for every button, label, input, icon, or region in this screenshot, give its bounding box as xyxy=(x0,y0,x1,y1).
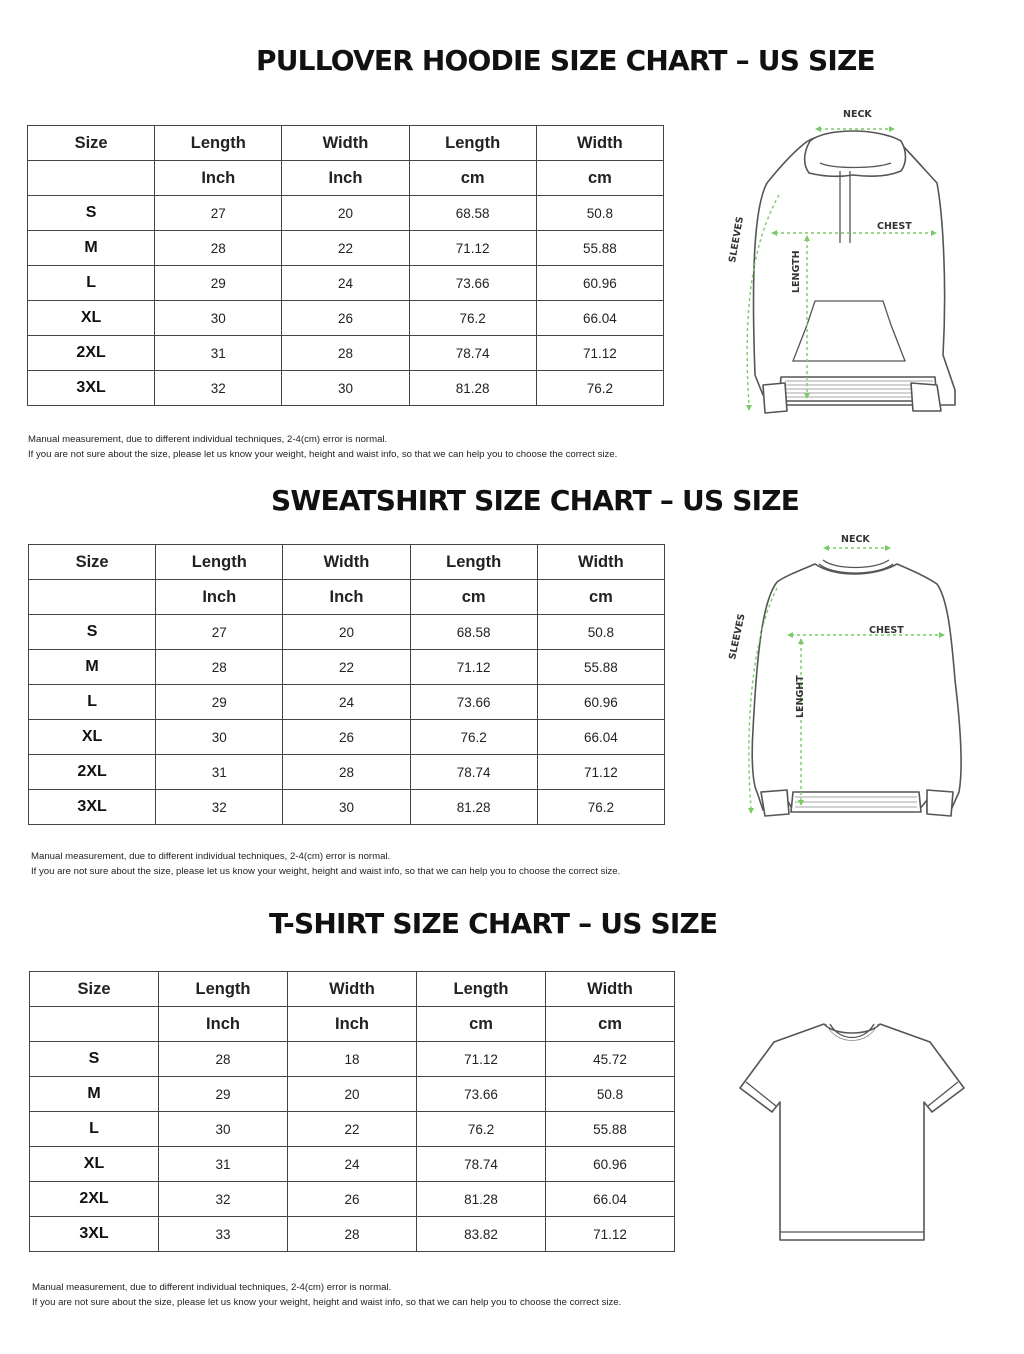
value-cell: 28 xyxy=(288,1217,417,1252)
value-cell: 29 xyxy=(159,1077,288,1112)
sweatshirt-size-table xyxy=(28,544,665,825)
value-cell: 27 xyxy=(155,196,282,231)
table-row xyxy=(30,1217,675,1252)
value-cell: 20 xyxy=(283,615,410,650)
table-row xyxy=(30,1182,675,1217)
sweatshirt-illustration xyxy=(715,530,965,825)
value-cell: 30 xyxy=(159,1112,288,1147)
size-cell: M xyxy=(28,231,155,266)
units-row xyxy=(28,161,664,196)
units-row xyxy=(29,580,665,615)
value-cell: 28 xyxy=(156,650,283,685)
header-size: Size xyxy=(29,545,156,580)
hoodie-chart-title: PULLOVER HOODIE SIZE CHART – US SIZE xyxy=(256,44,875,77)
value-cell: 31 xyxy=(155,336,282,371)
neck-label: NECK xyxy=(843,109,872,120)
value-cell: 71.12 xyxy=(537,755,664,790)
note-line: Manual measurement, due to different individual techniques, 2-4(cm) error is normal. xyxy=(31,851,391,862)
size-cell: XL xyxy=(29,720,156,755)
size-cell: 3XL xyxy=(30,1217,159,1252)
value-cell: 73.66 xyxy=(417,1077,546,1112)
value-cell: 68.58 xyxy=(409,196,536,231)
header-length-inch: Length xyxy=(156,545,283,580)
value-cell: 30 xyxy=(282,371,409,406)
header-size: Size xyxy=(30,972,159,1007)
table-row xyxy=(29,720,665,755)
table-row xyxy=(28,301,664,336)
size-cell: S xyxy=(28,196,155,231)
value-cell: 71.12 xyxy=(417,1042,546,1077)
value-cell: 73.66 xyxy=(410,685,537,720)
sweatshirt-note xyxy=(31,849,620,879)
value-cell: 66.04 xyxy=(546,1182,675,1217)
table-row xyxy=(29,615,665,650)
table-row xyxy=(30,1147,675,1182)
value-cell: 68.58 xyxy=(410,615,537,650)
value-cell: 55.88 xyxy=(546,1112,675,1147)
note-line: Manual measurement, due to different individual techniques, 2-4(cm) error is normal. xyxy=(32,1282,392,1293)
value-cell: 20 xyxy=(282,196,409,231)
neck-label: NECK xyxy=(841,534,870,545)
value-cell: 83.82 xyxy=(417,1217,546,1252)
size-cell: 2XL xyxy=(28,336,155,371)
value-cell: 76.2 xyxy=(410,720,537,755)
header-length-inch: Length xyxy=(155,126,282,161)
value-cell: 66.04 xyxy=(536,301,663,336)
header-length-cm: Length xyxy=(410,545,537,580)
value-cell: 76.2 xyxy=(536,371,663,406)
value-cell: 32 xyxy=(159,1182,288,1217)
unit-cell: Inch xyxy=(155,161,282,196)
unit-cell: Inch xyxy=(282,161,409,196)
chest-label: CHEST xyxy=(869,625,904,636)
length-label: LENGHT xyxy=(795,675,806,718)
value-cell: 50.8 xyxy=(537,615,664,650)
header-width-cm: Width xyxy=(546,972,675,1007)
value-cell: 31 xyxy=(156,755,283,790)
header-size: Size xyxy=(28,126,155,161)
value-cell: 78.74 xyxy=(410,755,537,790)
value-cell: 71.12 xyxy=(410,650,537,685)
value-cell: 71.12 xyxy=(409,231,536,266)
unit-cell xyxy=(28,161,155,196)
value-cell: 78.74 xyxy=(409,336,536,371)
unit-cell: cm xyxy=(409,161,536,196)
header-width-inch: Width xyxy=(283,545,410,580)
header-row xyxy=(28,126,664,161)
unit-cell: cm xyxy=(546,1007,675,1042)
value-cell: 24 xyxy=(282,266,409,301)
value-cell: 29 xyxy=(156,685,283,720)
value-cell: 81.28 xyxy=(410,790,537,825)
length-label: LENGTH xyxy=(791,250,802,293)
hoodie-illustration xyxy=(715,105,965,415)
value-cell: 24 xyxy=(288,1147,417,1182)
header-length-inch: Length xyxy=(159,972,288,1007)
value-cell: 60.96 xyxy=(546,1147,675,1182)
value-cell: 76.2 xyxy=(417,1112,546,1147)
size-cell: 3XL xyxy=(28,371,155,406)
sleeves-label: SLEEVES xyxy=(727,215,747,264)
size-cell: S xyxy=(30,1042,159,1077)
size-cell: 2XL xyxy=(30,1182,159,1217)
value-cell: 55.88 xyxy=(537,650,664,685)
header-width-inch: Width xyxy=(288,972,417,1007)
table-row xyxy=(28,336,664,371)
size-cell: XL xyxy=(30,1147,159,1182)
value-cell: 26 xyxy=(288,1182,417,1217)
chest-label: CHEST xyxy=(877,221,912,232)
value-cell: 29 xyxy=(155,266,282,301)
size-cell: 3XL xyxy=(29,790,156,825)
value-cell: 32 xyxy=(155,371,282,406)
size-cell: L xyxy=(30,1112,159,1147)
value-cell: 22 xyxy=(282,231,409,266)
value-cell: 71.12 xyxy=(546,1217,675,1252)
value-cell: 22 xyxy=(288,1112,417,1147)
value-cell: 24 xyxy=(283,685,410,720)
value-cell: 30 xyxy=(156,720,283,755)
header-width-inch: Width xyxy=(282,126,409,161)
hoodie-size-table xyxy=(27,125,664,406)
unit-cell: Inch xyxy=(159,1007,288,1042)
units-row xyxy=(30,1007,675,1042)
value-cell: 28 xyxy=(159,1042,288,1077)
size-cell: M xyxy=(29,650,156,685)
unit-cell xyxy=(30,1007,159,1042)
header-width-cm: Width xyxy=(537,545,664,580)
tshirt-chart-title: T-SHIRT SIZE CHART – US SIZE xyxy=(269,907,718,940)
unit-cell: cm xyxy=(536,161,663,196)
hoodie-note xyxy=(28,432,617,462)
note-line: If you are not sure about the size, please let us know your weight, height and waist info, so that we can help you to choose the correct size. xyxy=(32,1297,622,1308)
tshirt-illustration xyxy=(738,1018,968,1248)
value-cell: 32 xyxy=(156,790,283,825)
header-width-cm: Width xyxy=(536,126,663,161)
size-cell: 2XL xyxy=(29,755,156,790)
table-row xyxy=(28,266,664,301)
header-length-cm: Length xyxy=(417,972,546,1007)
value-cell: 50.8 xyxy=(546,1077,675,1112)
size-cell: M xyxy=(30,1077,159,1112)
value-cell: 71.12 xyxy=(536,336,663,371)
table-row xyxy=(29,790,665,825)
unit-cell: Inch xyxy=(156,580,283,615)
table-row xyxy=(28,196,664,231)
table-row xyxy=(29,685,665,720)
value-cell: 33 xyxy=(159,1217,288,1252)
value-cell: 60.96 xyxy=(536,266,663,301)
table-row xyxy=(28,231,664,266)
unit-cell xyxy=(29,580,156,615)
unit-cell: cm xyxy=(417,1007,546,1042)
value-cell: 55.88 xyxy=(536,231,663,266)
value-cell: 31 xyxy=(159,1147,288,1182)
value-cell: 26 xyxy=(283,720,410,755)
size-cell: XL xyxy=(28,301,155,336)
value-cell: 28 xyxy=(283,755,410,790)
value-cell: 73.66 xyxy=(409,266,536,301)
unit-cell: Inch xyxy=(283,580,410,615)
header-length-cm: Length xyxy=(409,126,536,161)
value-cell: 76.2 xyxy=(537,790,664,825)
value-cell: 76.2 xyxy=(409,301,536,336)
note-line: If you are not sure about the size, please let us know your weight, height and waist info, so that we can help you to choose the correct size. xyxy=(28,449,618,460)
value-cell: 30 xyxy=(283,790,410,825)
note-line: Manual measurement, due to different individual techniques, 2-4(cm) error is normal. xyxy=(28,434,388,445)
tshirt-size-table xyxy=(29,971,675,1252)
table-row xyxy=(30,1112,675,1147)
tshirt-note xyxy=(32,1280,621,1310)
header-row xyxy=(30,972,675,1007)
value-cell: 45.72 xyxy=(546,1042,675,1077)
value-cell: 27 xyxy=(156,615,283,650)
value-cell: 81.28 xyxy=(409,371,536,406)
value-cell: 26 xyxy=(282,301,409,336)
size-cell: S xyxy=(29,615,156,650)
unit-cell: cm xyxy=(537,580,664,615)
table-row xyxy=(28,371,664,406)
value-cell: 28 xyxy=(155,231,282,266)
unit-cell: Inch xyxy=(288,1007,417,1042)
value-cell: 22 xyxy=(283,650,410,685)
value-cell: 30 xyxy=(155,301,282,336)
value-cell: 66.04 xyxy=(537,720,664,755)
size-cell: L xyxy=(29,685,156,720)
value-cell: 28 xyxy=(282,336,409,371)
table-row xyxy=(29,755,665,790)
size-cell: L xyxy=(28,266,155,301)
table-row xyxy=(29,650,665,685)
header-row xyxy=(29,545,665,580)
value-cell: 18 xyxy=(288,1042,417,1077)
sweatshirt-chart-title: SWEATSHIRT SIZE CHART – US SIZE xyxy=(271,484,800,517)
value-cell: 60.96 xyxy=(537,685,664,720)
value-cell: 20 xyxy=(288,1077,417,1112)
value-cell: 50.8 xyxy=(536,196,663,231)
unit-cell: cm xyxy=(410,580,537,615)
note-line: If you are not sure about the size, please let us know your weight, height and waist info, so that we can help you to choose the correct size. xyxy=(31,866,621,877)
table-row xyxy=(30,1042,675,1077)
value-cell: 81.28 xyxy=(417,1182,546,1217)
value-cell: 78.74 xyxy=(417,1147,546,1182)
sleeves-label: SLEEVES xyxy=(727,612,748,661)
table-row xyxy=(30,1077,675,1112)
